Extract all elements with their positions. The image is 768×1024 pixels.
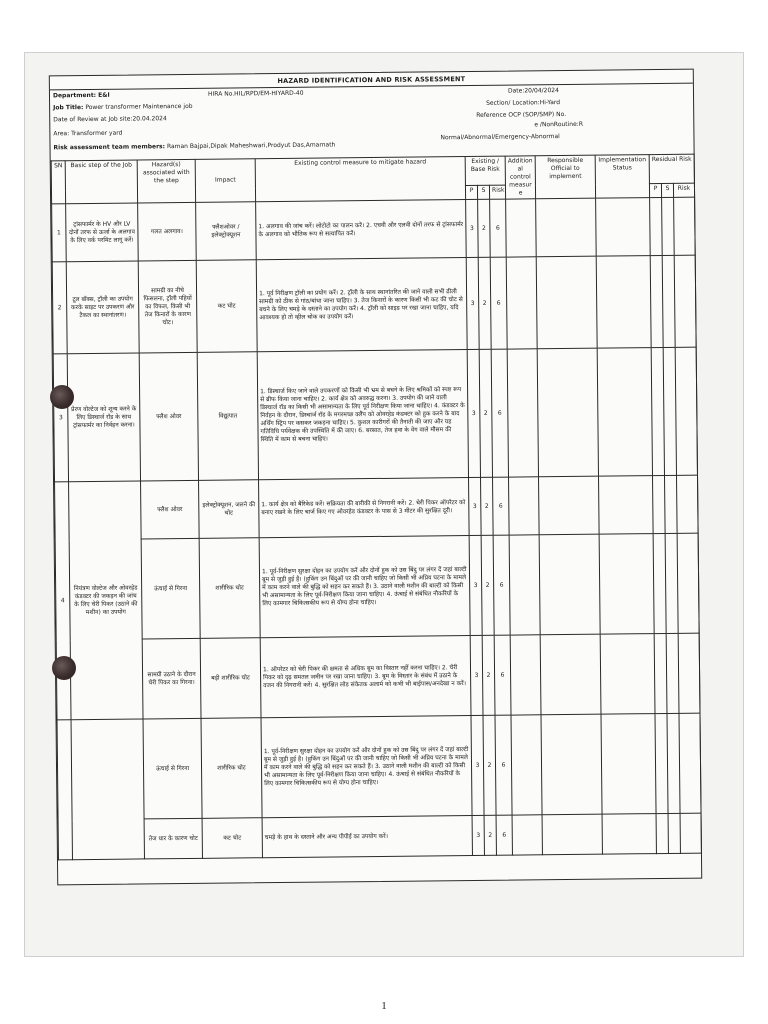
team-members: Risk assessment team members: Raman Bajpai,Dipak Maheshwari,Prodyut Das,Amarnath [53, 141, 336, 152]
row-responsible [537, 348, 598, 477]
col-existing-control: Existing control measure to mitigate hazard [255, 157, 465, 202]
row-sn: 2 [52, 262, 67, 354]
row-residual-s [666, 633, 679, 713]
row-s: 2 [482, 635, 495, 715]
row-risk: 6 [496, 815, 512, 855]
hira-number: HIRA No.HIL/RPD/EM-HIYARD-40 [207, 89, 304, 98]
row-impact: इलेक्ट्रोक्यूशन, जलने की चोट [199, 480, 260, 539]
col-hazards: Hazard(s) associated with the step [137, 159, 195, 203]
row-residual-p [650, 197, 663, 255]
table-row [58, 813, 701, 860]
row-additional-control [511, 715, 542, 815]
section-location: Section/ Location:Hi-Yard [486, 99, 561, 107]
table-row [57, 713, 701, 820]
row-implementation [597, 348, 652, 477]
row-residual-risk [679, 713, 701, 813]
row-control: 1. अलगाव की जांच करें। लोटोटो का पालन करें। 2. एचवी और एलवी दोनों तरफ से ट्रांसफार्मर के अलगाव को भौतिक रूप से सत्यापित करें। [256, 200, 467, 260]
row-residual-p [655, 713, 668, 813]
row-additional-control [506, 257, 537, 349]
col-impact: Impact [195, 159, 255, 203]
row-p: 3 [471, 715, 484, 815]
row-residual-risk [675, 347, 697, 475]
risk-assessment-sheet [49, 69, 702, 886]
table-row [55, 533, 699, 640]
operating-condition: Normal/Abnormal/Emergency-Abnormal [440, 133, 560, 142]
col-sn: SN [51, 161, 65, 204]
row-sn: 1 [52, 204, 67, 262]
row-control: 1. पूर्व-निरीक्षण सुरक्षा दोहन का उपयोग करें और दोनों हुक को उस बिंदु पर लंगर दें जहां बाल्टी बूम से जुड़ी हुई है। (हुकिंग उन बिंदुओं पर की जानी चाहिए जो किसी भी अप्रिय घटना के मामले में काम करने वाले की बुद्धि को सहन कर सकते हैं। 3. उठाने वाली मशीन की बाल्टी को किसी भी असामान्यता के लिए पूर्व-निरीक्षण किया जाना चाहिए। 4. ऊंचाई से संबंधित नौकरियों के लिए कामगार चिकित्सकीय रूप से योग्य होना चाहिए। [259, 536, 470, 638]
row-step: ट्रांसफार्मर के HV और LV दोनों तरफ से ऊर्जा के अलगाव के लिए वर्क परमिट लागू करें। [66, 203, 139, 262]
row-p: 3 [469, 535, 482, 635]
row-risk: 6 [495, 715, 512, 815]
col-responsible: Responsible Official to implement [535, 155, 595, 199]
row-impact: फ्लैशओवर / इलेक्ट्रोक्यूशन [196, 202, 257, 261]
row-implementation [599, 534, 654, 635]
row-implementation [601, 714, 656, 815]
row-control: 1. डिस्चार्ज किए जाने वाले उपकरणों को किसी भी भ्रम से बचने के लिए श्रमिकों को स्पष्ट रूप से ब्रीफ किया जाना चाहिए। 2. कार्य क्षेत्र को अवरुद्ध करना। 3. उपयोग की जाने वाली डिस्चार्ज रॉड का किसी भी असामान्यता के लिए पूर्व निरीक्षण किया जाना चाहिए। 4. कंडक्टर के निर्वहन के दौरान, डिस्चार्ज रॉड के मगरमच्छ क्लैंप को ओवरहेड कंडक्टर को हुक करने के बाद अर्थिंग स्ट्रिप पर कसकर जकड़ना चाहिए। 5. कुशल कारीगरों की तैनाती की जाए और यह गतिविधि पर्यवेक्षक की उपस्थिति में की जाए। 6. बरसात, तेज हवा के वेग वाले मौसम की स्थिति में काम से बचना चाहिए। [257, 350, 468, 480]
row-responsible [539, 476, 600, 535]
row-hazard: ऊंचाई से गिरना [143, 718, 202, 819]
row-implementation [600, 634, 655, 715]
row-impact: कट चोट [196, 260, 257, 353]
routine-type: e /NonRoutine:R [534, 120, 584, 129]
col-additional-control: Addition al control measur e [505, 156, 535, 199]
row-responsible [542, 814, 602, 855]
row-residual-risk [674, 197, 696, 255]
table-row [56, 633, 700, 720]
table-row [55, 475, 699, 540]
review-date: Date of Review at Job site:20.04.2024 [53, 115, 167, 124]
row-step: प्रेरण वोल्टेज को शून्य करने के लिए डिस्चार्ज रॉड के साथ ट्रांसफार्मर का निर्वहन करना। [67, 353, 140, 482]
row-hazard: फ्लैश ओवर [139, 352, 198, 481]
row-implementation [599, 476, 654, 535]
row-additional-control [512, 815, 542, 855]
row-implementation [596, 198, 651, 257]
row-sn: 4 [55, 482, 71, 720]
col-residual-s: S [661, 184, 673, 198]
row-hazard: गलत अलगाव। [138, 202, 197, 261]
row-p: 3 [472, 815, 484, 855]
page-number: 1 [381, 1000, 387, 1012]
row-p: 3 [469, 477, 482, 535]
row-additional-control [509, 535, 540, 635]
row-risk: 6 [490, 257, 507, 349]
row-residual-s [664, 475, 677, 533]
row-hazard: सामग्री उठाने के दौरान चेरी पिकर का गिरना। [142, 638, 201, 719]
row-risk: 6 [494, 635, 511, 715]
row-p: 3 [470, 635, 483, 715]
row-s: 2 [481, 535, 494, 635]
row-residual-risk [676, 475, 698, 533]
row-control: 1. पूर्व निरीक्षण ट्रॉली का प्रयोग करें। 2. ट्रॉली के साथ स्थानांतरित की जाने वाली सभी ढीली सामग्री को ठीक से गांठ/बांधा जाना चाहिए। 3. तेज किनारों के कारण किसी भी कट की चोट से बचने के लिए चमड़े के दस्ताने का उपयोग करें। 4. ट्रॉली को साइड पर रखा जाना चाहिए, यदि आवश्यक हो तो व्हील चोक का उपयोग करें। [256, 258, 467, 352]
row-impact: शारीरिक चोट [199, 538, 260, 639]
row-impact: बड़ी शारीरिक चोट [200, 638, 261, 719]
col-base-risk: Existing / Base Risk [465, 156, 505, 186]
row-residual-p [656, 813, 668, 853]
row-s: 2 [479, 349, 492, 477]
row-sn: 3 [53, 354, 68, 482]
row-additional-control [509, 477, 540, 535]
area: Area: Transformer yard [53, 129, 123, 138]
row-implementation [602, 814, 656, 855]
col-base-risk-value: Risk [489, 186, 505, 200]
row-control: चमड़े के हाथ के दस्ताने और अन्य पीपीई का उपयोग करें। [262, 816, 472, 858]
row-residual-s [665, 533, 678, 633]
row-impact: शारीरिक चोट [201, 718, 262, 819]
row-responsible [540, 634, 601, 715]
row-s: 2 [481, 477, 494, 535]
table-row [52, 197, 696, 262]
col-residual-risk: Residual Risk [649, 154, 694, 184]
row-residual-risk [677, 533, 699, 633]
row-control: 1. पूर्व-निरीक्षण सुरक्षा दोहन का उपयोग करें और दोनों हुक को उस बिंदु पर लंगर दें जहां बाल्टी बूम से जुड़ी हुई है। (हुकिंग उन बिंदुओं पर की जानी चाहिए जो किसी भी अप्रिय घटना के मामले में काम करने वाले की बुद्धि को सहन कर सकते हैं। 3. उठाने वाली मशीन की बाल्टी को किसी भी असामान्यता के लिए पूर्व-निरीक्षण किया जाना चाहिए। 4. ऊंचाई से संबंधित नौकरियों के लिए कामगार चिकित्सकीय रूप से योग्य होना चाहिए। [261, 716, 472, 818]
row-risk: 6 [493, 477, 510, 535]
document-date: Date:20/04/2024 [507, 87, 559, 95]
row-hazard: सामग्री का नीचे फिसलना, ट्रॉली पहियों का विफल, किसी भी तेज किनारों के कारण चोट। [138, 260, 197, 353]
row-residual-s [662, 197, 675, 255]
job-title: Job Title: Power transformer Maintenance job [53, 102, 193, 112]
row-residual-risk [674, 255, 696, 347]
row-residual-p [654, 633, 667, 713]
document-title: HAZARD IDENTIFICATION AND RISK ASSESSMENT [50, 72, 693, 91]
row-s: 2 [483, 715, 496, 815]
row-residual-s [667, 713, 680, 813]
row-hazard: तेज धार के कारण चोट [144, 818, 202, 859]
table-row [53, 347, 697, 482]
row-residual-s [662, 255, 675, 347]
col-basic-step: Basic step of the Job [65, 160, 137, 204]
row-responsible [541, 714, 602, 815]
row-residual-s [668, 813, 680, 853]
department: Department: E&I [52, 91, 110, 100]
row-residual-p [653, 533, 666, 633]
reference-number: Reference OCP (SOP/SMP) No. [476, 110, 567, 119]
row-step: टूल बॉक्स, ट्रॉली का उपयोग करके साइट पर उपकरण और टैकल का स्थानांतरण। [66, 261, 139, 354]
row-p: 3 [466, 257, 479, 349]
row-impact: विद्युत्पात [197, 352, 258, 481]
col-implementation: Implementation Status [595, 155, 649, 199]
row-control: 1. कार्य क्षेत्र को बैरिकेड करें। सक्रियता की बारीकी से निगरानी करें। 2. चेरी पिकर ऑपरेटर को बनाए रखने के लिए चार्ज किए गए ओवरहेड कंडक्टर के पास से 3 मीटर की सुरक्षित दूरी। [259, 478, 470, 538]
row-additional-control [507, 349, 538, 477]
col-residual-risk-value: Risk [673, 184, 694, 198]
row-responsible [539, 534, 600, 635]
row-hazard: फ्लैश ओवर [141, 480, 200, 539]
row-step: नियंत्रण वोल्टेज और ओवरहेड कंडक्टर की जकड़न की जांच के लिए चेरी पिकर (उठाने की मशीन) का उपयोग [69, 481, 143, 720]
row-risk: 6 [491, 349, 508, 477]
row-risk: 6 [493, 535, 510, 635]
row-control: 1. ऑपरेटर को चेरी पिकर की क्षमता से अधिक बूम का विस्तार नहीं करना चाहिए। 2. चेरी पिकर को दृढ़ समतल जमीन पर रखा जाना चाहिए। 3. बूम के विस्तार के संबंध में उठाने के वजन की निगरानी करें। 4. सुरक्षित लोड संकेतक अलार्म को कभी भी बाईपास/अनदेखा न करें। [260, 636, 471, 718]
hazard-table [51, 154, 702, 861]
row-p: 3 [466, 199, 479, 257]
row-additional-control [510, 635, 541, 715]
row-s: 2 [478, 257, 491, 349]
col-base-s: S [477, 186, 489, 200]
row-residual-p [650, 255, 663, 347]
col-base-p: P [465, 186, 477, 200]
punch-hole [50, 385, 74, 409]
row-residual-p [653, 475, 666, 533]
punch-hole [52, 656, 76, 680]
row-additional-control [506, 199, 537, 257]
row-s: 2 [478, 199, 491, 257]
row-residual-risk [680, 813, 701, 853]
row-residual-risk [678, 633, 700, 713]
row-responsible [536, 198, 597, 257]
row-p: 3 [467, 349, 480, 477]
row-responsible [536, 256, 597, 349]
row-hazard: ऊंचाई से गिरना [141, 538, 200, 639]
row-risk: 6 [490, 199, 507, 257]
row-sn [57, 720, 72, 860]
table-row [52, 255, 696, 354]
col-residual-p: P [649, 184, 661, 198]
row-s: 2 [484, 815, 496, 855]
row-step [71, 719, 144, 860]
row-impact: कट चोट [202, 818, 262, 859]
row-implementation [596, 256, 651, 349]
